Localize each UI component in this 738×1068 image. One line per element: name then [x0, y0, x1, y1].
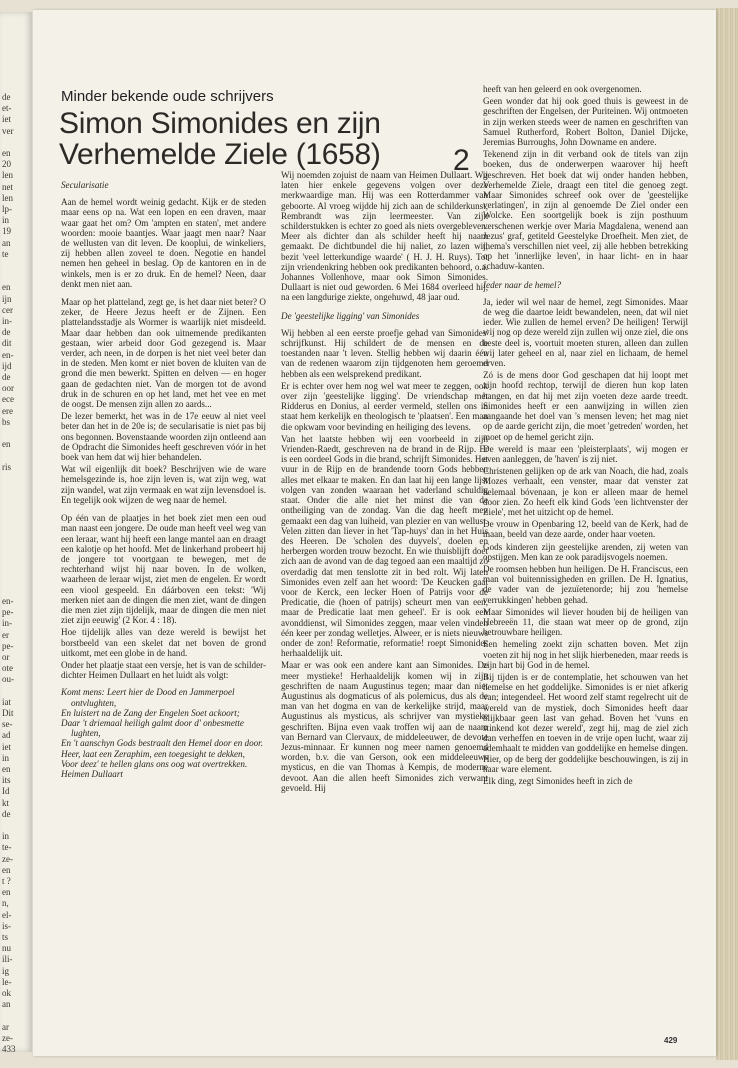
prev-page-fragment: er [2, 629, 9, 640]
prev-page-fragment: ili- [2, 954, 13, 965]
prev-page-fragment: ad [2, 730, 11, 741]
book-page-edges [716, 8, 738, 1060]
prev-page-fragment: te- [2, 842, 12, 853]
paragraph: Maar Simonides wil liever houden bij de heiligen van Hebreeën 11, die staan wat meer op de grond, zijn betrouwbare heiligen. [483, 606, 688, 638]
prev-page-fragment: en [2, 439, 11, 450]
prev-page-fragment: len [2, 192, 13, 203]
paragraph: Zó is de mens door God geschapen dat hij loopt met zijn hoofd rechtop, terwijl de dieren hun kop laten hangen, en dat hij met zijn voeten deze aarde treedt. Simonides heeft er een aanwijzing in willen zien aangaande het doel van 's mensen leven; het mag niet op de aarde gericht zijn, die moet 'getreden' worden, het moet op de hemel gericht zijn. [483, 370, 688, 442]
prev-page-fragment: de [2, 808, 11, 819]
part-number: 2 [453, 144, 470, 177]
poem-line: En 't aanschyn Gods bestraalt den Hemel door en door. [61, 738, 263, 749]
prev-page-fragment: an [2, 999, 11, 1010]
poem-author: Heimen Dullaart [61, 768, 123, 779]
section-heading-ieder-naar-de-hemel: Ieder naar de hemel? [483, 279, 562, 290]
prev-page-fragment: de [2, 92, 11, 102]
poem-line: Heer, laat een Zeraphim, een toegesight te dekken, [61, 748, 245, 759]
magazine-page [33, 10, 716, 1056]
paragraph: Ja, ieder wil wel naar de hemel, zegt Simonides. Maar de weg die daartoe leidt bewandelen, neen, dat wil niet ieder. Wie zullen de hemel erven? De heiligen! Terwijl wij nog op deze wereld zijn zullen wij onze ziel, die ons beste deel is, voortuit moeten sturen, alleen dan zullen wij later geheel en al, naar ziel en lichaam, de hemel erven. [483, 296, 688, 369]
prev-page-fragment: nu [2, 943, 11, 954]
prev-page-fragment: en [2, 148, 11, 158]
prev-page-fragment: ze- [2, 1032, 13, 1043]
poem-line: Daar 't driemaal heiligh galmt door d' onbesmette lughten, [61, 717, 244, 739]
paragraph: Gods kinderen zijn geestelijke arenden, zij weten van opstijgen. Men kan ze ook paradijsvogels noemen. [483, 541, 688, 562]
prev-page-fragment: en [2, 887, 11, 898]
paragraph: Wat wil eigenlijk dit boek? Beschrijven wie de ware hemelsgezinde is, hoe zijn leven is, wat zijn weg, wat zijn wandel, wat zijn vermaak en wat zijn levensdoel is. En tegelijk ook wijzen de weg naar de hemel. [61, 464, 266, 505]
prev-page-fragment: ok [2, 988, 11, 998]
column-1 [61, 180, 266, 1040]
poem-line: Komt mens: Leert hier de Dood en Jammerpoel ontvlughten, [61, 687, 235, 708]
column-2 [281, 170, 488, 1040]
prev-page-fragment: en [2, 282, 11, 293]
prev-page-fragment: ijn [2, 293, 12, 304]
prev-page-fragment: iat [2, 696, 11, 707]
prev-page-fragment: le- [2, 976, 12, 987]
prev-page-fragment: 19 [2, 226, 11, 237]
previous-page-edge [0, 12, 32, 1052]
paragraph: Er is echter over hem nog wel wat meer te zeggen, ook over zijn 'geestelijke ligging'. De vriendschap met Ridderus en Donius, al eerder vermeld, stellen ons in staat hem kerkelijk en theologisch te 'plaatsen'. Een man die opkwam voor bevinding en heiliging des levens. [281, 380, 488, 432]
prev-page-fragment: ote [2, 663, 13, 674]
paragraph: Bij tijden is er de contemplatie, het schouwen van het hemelse en het goddelijke. Simonides is er niet afkerig van; integendeel. Het woord zelf stamt regelrecht uit de wereld van de mystiek, doch Simonides heeft daar blijkbaar geen last van gehad. Boven het 'vuns en stinkend kot dezer wereld', zegt hij, mag de ziel zich dan verheffen en toeven in de vrije open lucht, waar zij ademhaalt te midden van goddelijke en hemelse dingen. Hier, op de berg der goddelijke beschouwingen, is zij in haar ware element. [483, 671, 688, 774]
paragraph: Elk ding, zegt Simonides heeft in zich de [483, 776, 633, 786]
prev-page-fragment: in- [2, 618, 12, 629]
prev-page-fragment: cer [2, 304, 13, 315]
series-kicker: Minder bekende oude schrijvers [61, 88, 274, 105]
prev-page-fragment: 20 [2, 159, 11, 170]
prev-page-fragment: len [2, 170, 13, 181]
page-number: 429 [664, 1036, 678, 1045]
prev-page-fragment: en [2, 864, 11, 875]
section-heading-secularisatie: Secularisatie [61, 180, 109, 190]
paragraph: De roomsen hebben hun heiligen. De H. Franciscus, een man vol buitennissigheden en grillen. De H. Ignatius, de vader van de jezuïetenorde; hij zou 'hemelse verrukkingen' hebben gehad. [483, 563, 688, 605]
prev-page-fragment: de [2, 372, 11, 382]
prev-page-fragment: pe- [2, 607, 14, 618]
prev-page-fragment: se- [2, 719, 13, 730]
prev-page-fragment: et- [2, 103, 12, 114]
paragraph: Een hemeling zoekt zijn schatten boven. Met zijn voeten zit hij nog in het slijk hierbeneden, maar reeds is zijn hart bij God in de hemel. [483, 639, 688, 670]
paragraph: Van het laatste hebben wij een voorbeeld in zijn Vrienden-Raedt, geschreven na de brand in de Rijp. Er is een oordeel Gods in die brand, schrijft Simonides. Het vuur in de Rijp en de brandende toorn Gods hebben alles met elkaar te maken. En dan laat hij een lange lijst volgen van zonden waaraan het vaderland schuldig staat. Onder die alle niet het minst die van de ontheiliging van de zondag. Van die dag heeft men gemaakt een dag van luiheid, van plezier en van wellust. Velen zitten dan liever in het 'Tap-huys' dan in het Huis des Heeren. De 'scholen des duyvels', doelen en herbergen worden trouw bezocht. En wie thuisblijft doet zich aan de avond van de dag tegoed aan een maaltijd zó overdadig dat men tenslotte zit in bed rolt. Wij laten Simonides even zelf aan het woord: 'De Keucken gaat voor de Kerck, een lecker Hoen of Patrijs voor de Predicatie, die (hoen of patrijs) scheurt men van een, maar de Predicatie laat men geheel'. Er is ook een avonddienst, wil Simonides zeggen, maar velen vinden één keer per zondag welletjes. Alweer, er is niets nieuws onder de zon! Reformatie, reformatie! roept Simonides herhaaldelijk uit. [281, 433, 488, 659]
prev-page-fragment: pe- [2, 640, 14, 651]
prev-page-fragment: 433 [2, 1044, 16, 1052]
prev-page-fragment: an [2, 237, 11, 248]
prev-page-fragment: t ? [2, 876, 11, 886]
prev-page-fragment: in [2, 752, 10, 763]
column-3 [483, 84, 688, 1039]
prev-page-fragment: Id [2, 786, 10, 797]
prev-page-fragment: Dit [2, 708, 14, 718]
paragraph: Hoe tijdelijk alles van deze wereld is bewijst het borstbeeld van een skelet dat net boven de grond uitkomt, met een globe in de hand. [61, 627, 266, 658]
prev-page-fragment: or [2, 652, 10, 662]
poem [61, 687, 266, 779]
prev-page-fragment: ece [2, 394, 14, 405]
prev-page-fragment: iet [2, 114, 11, 125]
paragraph: Wij noemden zojuist de naam van Heimen Dullaart. Wij laten hier enkele gegevens volgen over deze merkwaardige man. Hij was een Rotterdammer van geboorte. Al vroeg wijdde hij zich aan de schilderkunst, Rembrandt was zijn leermeester. Van zijn schilderstukken is echter zo goed als niets overgebleven. Meer als dichter dan als schilder heeft hij naam gemaakt. De dichtbundel die hij naliet, zo lazen wij, bezit 'veel letterkundige waarde' ( H. J. H. Ruys). Tot zijn vriendenkring hebben ook predikanten behoord, o.a. Johannes Vollenhove, maar ook Simon Simonides. Dullaart is niet oud geworden. 6 Mei 1684 overleed hij, na een langdurige ziekte, ongehuwd, 48 jaar oud. [281, 170, 488, 303]
paragraph: De wereld is maar een 'pleisterplaats', wij mogen er even aanleggen, de 'haven' is zij niet. [483, 443, 688, 464]
article-title: Simon Simonides en zijn Verhemelde Ziele (1658) [59, 107, 381, 171]
prev-page-fragment: en- [2, 596, 14, 606]
prev-page-fragment: ere [2, 405, 13, 416]
prev-page-fragment: its [2, 775, 11, 786]
prev-page-fragment: de [2, 327, 11, 338]
paragraph: Wij hebben al een eerste proefje gehad van Simonides' schrijfkunst. Hij schildert de de mensen en de toestanden naar 't leven. Stellig hebben wij daarin één van de redenen waarom zijn tijdgenoten hem geroemd hebben als een welsprekend predikant. [281, 327, 488, 379]
prev-page-fragment: bs [2, 416, 11, 427]
prev-page-fragment: te [2, 248, 9, 259]
paragraph: Onder het plaatje staat een versje, het is van de schilder-dichter Heimen Dullaart en het luidt als volgt: [61, 659, 266, 681]
prev-page-fragment: ijd [2, 360, 12, 371]
prev-page-fragment: in [2, 215, 10, 226]
prev-page-fragment: n, [2, 898, 9, 909]
paragraph: Maar op het platteland, zegt ge, is het daar niet beter? O zeker, de Heere Jezus heeft er de Zijnen. Een plattelandsstadje als Wormer is waarlijk niet misdeeld. Maar daar hebben dan ook uitnemende predikanten gestaan, wier arbeid door God gezegend is. Maar verder, ach neen, in de dorpen is het niet veel beter dan in de steden. Men komt er niet boven de kluiten van de grond die men bewerkt. Spitten en delven — en hoger gaan de gedachten niet. Van de morgen tot de avond druk in de schuren en op het land, met het vee en met de oogst. De mensen zijn allen zo aards... [61, 297, 266, 410]
paragraph: Tekenend zijn in dit verband ook de titels van zijn boeken, dus de onderwerpen waarover hij heeft geschreven. Het boek dat wij onder handen hebben, Verhemelde Ziele, draagt een titel die genoeg zegt. Maar Simonides schreef ook over de 'geestelijke verlatingen', in zijn al genoemde De Ziel onder een Wolcke. Een soortgelijk boek is zijn posthuum verschenen werkje over Maria Magdalena, wenend aan Jezus' graf, getiteld Geestelyke Droefheit. Men ziet, de thema's verschillen niet veel, zij alle hebben betrekking op het 'innerlijke leven', in haar licht- en in haar schaduw-kanten. [483, 149, 688, 272]
prev-page-fragment: iet [2, 741, 11, 752]
prev-page-fragment: lp- [2, 204, 12, 214]
prev-page-fragment: ts [2, 932, 9, 942]
paragraph: Geen wonder dat hij ook goed thuis is geweest in de geschriften der Engelsen, der Puriteinen. Wij ontmoeten in zijn werken steeds weer de namen en geschriften van Samuel Rutherford, Robert Bolton, Daniel Dijcke, Jeremias Burroughs, John Downame en andere. [483, 96, 688, 148]
paragraph: Maar er was ook een andere kant aan Simonides. De meer mystieke! Herhaaldelijk komen wij in zijn geschriften de naam Augustinus tegen; maar dan niet Augustinus als dogmaticus of als polemicus, dus als de man van het dogma en van de kerkelijke strijd, maar Augustinus als mysticus, als schrijver van mystieke geschriften. Bijna even vaak troffen wij aan de naam van Bernard van Clervaux, de middeleeuwer, de devote Jezus-minnaar. Er kunnen nog meer namen genoemd worden, b.v. die van Gerson, ook een middeleeuws mysticus, en die van Thomas à Kempis, de moderne devoot. Aan die allen heeft Simonides zich verwant gevoeld. Hij [281, 660, 488, 793]
paragraph: Aan de hemel wordt weinig gedacht. Kijk er de steden maar eens op na. Wat een lopen en een draven, maar waar gaat het om? Om 'ampten en staten', met andere woorden: mooie baantjes. Waar jaagt men naar? Naar de wellusten van dit leven. De kooplui, de winkeliers, zij hebben allen zoveel te doen. Negotie en handel nemen hen geheel in beslag. Op de kantoren en in de winkels, men is er zo druk. En de hemel? Neen, daar denkt men niet aan. [61, 197, 266, 289]
prev-page-fragment: en- [2, 349, 14, 360]
poem-line: Voor deez' te hellen glans ons oog wat overtrekken. [61, 758, 248, 769]
prev-page-fragment: kt [2, 797, 10, 808]
prev-page-fragment: ou- [2, 674, 14, 685]
poem-line: En luistert na de Zang der Engelen Soet ackoort; [61, 707, 240, 718]
prev-page-fragment: el- [2, 909, 12, 920]
prev-page-fragment: in- [2, 316, 12, 326]
section-heading-geestelijke-ligging: De 'geestelijke ligging' van Simonides [281, 310, 420, 321]
prev-page-fragment: in [2, 831, 10, 842]
prev-page-fragment: ar [2, 1021, 9, 1032]
paragraph: heeft van hen geleerd en ook overgenomen. [483, 84, 642, 94]
prev-page-fragment: en [2, 764, 11, 774]
prev-page-fragment: dit [2, 338, 12, 349]
prev-page-fragment: ris [2, 461, 11, 472]
prev-page-fragment: oor [2, 383, 14, 394]
prev-page-fragment: is- [2, 920, 11, 931]
paragraph: Christenen gelijken op de ark van Noach, die had, zoals Mozes verhaalt, een venster, maar dat venster zat helemaal bóvenaan, je kon er alleen maar de hemel door zien. Zo heeft elk kind Gods 'een lichtvenster der Ziele', met het uitzicht op de hemel. [483, 466, 688, 517]
paragraph: De vrouw in Openbaring 12, beeld van de Kerk, had de maan, beeld van deze aarde, onder haar voeten. [483, 519, 688, 540]
paragraph: De lezer bemerkt, het was in de 17e eeuw al niet veel beter dan het in de 20e is; de secularisatie is niet pas bij ons begonnen. Bovenstaande woorden zijn ontleend aan de Opdracht die Simonides heeft geschreven vóór in het boek van hem dat wij hier behandelen. [61, 411, 266, 463]
prev-page-fragment: ig [2, 965, 10, 976]
prev-page-fragment: ze- [2, 853, 13, 864]
paragraph: Op één van de plaatjes in het boek ziet men een oud man naast een jongere. De oude man heeft veel weg van een leraar, want hij heeft een lange mantel aan en draagt een kalotje op het hoofd. Met de linkerhand probeert hij de jongere tot voortgaan te bewegen, met de rechterhand wijst hij naar boven. In de wolken, waarheen de leraar wijst, ziet men de engelen. Er wordt een viool gespeeld. En dáárboven een tekst: 'Wij merken niet aan de dingen die men ziet, want de dingen die men ziet zijn tijdelijk, maar de dingen die men niet ziet zijn eeuwig' (2 Kor. 4 : 18). [61, 513, 266, 626]
prev-page-fragment: net [2, 181, 13, 192]
prev-page-fragment: ver [2, 125, 14, 136]
